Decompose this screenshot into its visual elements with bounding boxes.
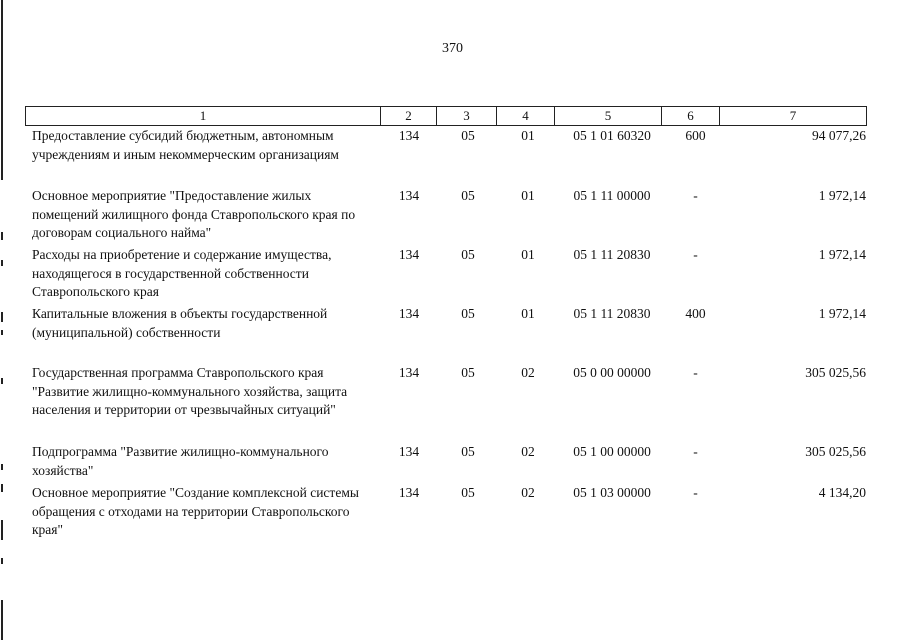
- row-name: Расходы на приобретение и содержание имущества, находящегося в государственной собственности Ставропольского края: [32, 247, 332, 299]
- row-name: Государственная программа Ставропольского края "Развитие жилищно-коммунального хозяйства, защита населения и территории от чрезвычайных ситуаций": [32, 365, 348, 417]
- column-header-2: 2: [381, 107, 437, 125]
- row-name: Основное мероприятие "Создание комплексной системы обращения с отходами на территории Ставропольского края": [32, 485, 359, 537]
- row-subsection: 01: [521, 128, 535, 143]
- row-subsection: 01: [521, 306, 535, 321]
- row-name: Предоставление субсидий бюджетным, автономным учреждениям и иным некоммерческим организациям: [32, 128, 339, 162]
- scan-edge-mark: [1, 232, 3, 240]
- row-expense-type: -: [693, 365, 698, 380]
- row-amount: 305 025,56: [805, 365, 866, 380]
- row-subsection: 02: [521, 485, 535, 500]
- row-amount: 94 077,26: [812, 128, 866, 143]
- column-header-6: 6: [662, 107, 720, 125]
- row-subsection: 01: [521, 247, 535, 262]
- row-ministry-code: 134: [398, 247, 420, 262]
- scan-edge-mark: [1, 260, 3, 266]
- row-amount: 305 025,56: [805, 444, 866, 459]
- row-section: 05: [461, 306, 475, 321]
- row-ministry-code: 134: [398, 485, 420, 500]
- row-section: 05: [461, 247, 475, 262]
- scan-edge-line: [1, 600, 3, 640]
- row-section: 05: [461, 444, 475, 459]
- row-amount: 4 134,20: [818, 485, 866, 500]
- row-expense-type: -: [693, 247, 698, 262]
- scan-edge-mark: [1, 330, 3, 335]
- row-expense-type: -: [693, 188, 698, 203]
- row-amount: 1 972,14: [818, 306, 866, 321]
- row-target-code: 05 1 01 60320: [573, 128, 651, 143]
- row-ministry-code: 134: [398, 128, 420, 143]
- row-subsection: 02: [521, 444, 535, 459]
- scan-edge-mark: [1, 378, 3, 384]
- row-subsection: 02: [521, 365, 535, 380]
- scan-edge-mark: [1, 558, 3, 564]
- row-expense-type: 600: [685, 128, 706, 143]
- row-expense-type: -: [693, 444, 698, 459]
- row-ministry-code: 134: [398, 188, 420, 203]
- row-name: Основное мероприятие "Предоставление жилых помещений жилищного фонда Ставропольского края по договорам социального найма": [32, 188, 356, 240]
- row-target-code: 05 1 11 00000: [573, 188, 651, 203]
- row-section: 05: [461, 485, 475, 500]
- row-section: 05: [461, 365, 475, 380]
- column-header-4: 4: [497, 107, 555, 125]
- column-header-5: 5: [555, 107, 662, 125]
- scan-edge-line: [1, 0, 3, 180]
- row-section: 05: [461, 188, 475, 203]
- row-subsection: 01: [521, 188, 535, 203]
- row-name: Подпрограмма "Развитие жилищно-коммунального хозяйства": [32, 444, 329, 478]
- scan-edge-mark: [1, 484, 3, 492]
- row-target-code: 05 0 00 00000: [573, 365, 651, 380]
- column-header-7: 7: [789, 108, 797, 123]
- row-amount: 1 972,14: [818, 188, 866, 203]
- row-ministry-code: 134: [398, 365, 420, 380]
- row-expense-type: 400: [685, 306, 706, 321]
- row-name: Капитальные вложения в объекты государственной (муниципальной) собственности: [32, 306, 328, 340]
- row-ministry-code: 134: [398, 306, 420, 321]
- scan-edge-mark: [1, 312, 3, 322]
- row-target-code: 05 1 00 00000: [573, 444, 651, 459]
- row-expense-type: -: [693, 485, 698, 500]
- row-ministry-code: 134: [398, 444, 420, 459]
- row-target-code: 05 1 03 00000: [573, 485, 651, 500]
- page-number: 370: [442, 41, 463, 56]
- row-target-code: 05 1 11 20830: [573, 306, 651, 321]
- row-section: 05: [461, 128, 475, 143]
- table-header: [25, 106, 867, 126]
- row-amount: 1 972,14: [818, 247, 866, 262]
- scan-edge-mark: [1, 464, 3, 470]
- column-header-1: 1: [26, 107, 381, 125]
- column-header-3: 3: [437, 107, 497, 125]
- scan-edge-mark: [1, 520, 3, 540]
- row-target-code: 05 1 11 20830: [573, 247, 651, 262]
